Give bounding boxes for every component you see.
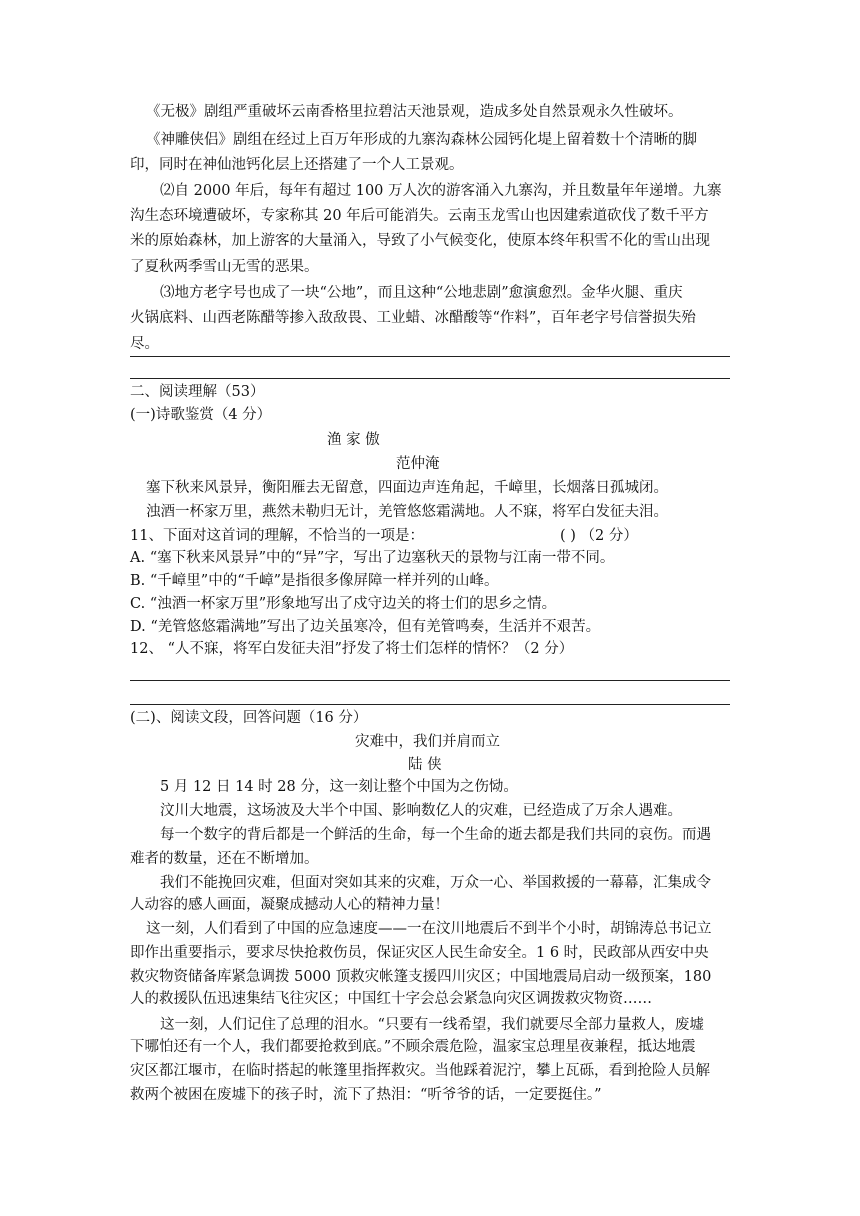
answer-rule bbox=[130, 356, 730, 357]
text-line: 尽。 bbox=[130, 336, 159, 352]
text-line: 米的原始森林，加上游客的大量涌入，导致了小气候变化，使原本终年积雪不化的雪山出现 bbox=[130, 233, 710, 249]
text-line: 汶川大地震，这场波及大半个中国、影响数亿人的灾难，已经造成了万余人遇难。 bbox=[160, 803, 682, 819]
text-line: 沟生态环境遭破坏，专家称其 20 年后可能消失。云南玉龙雪山也因建索道砍伐了数千平方 bbox=[130, 208, 709, 224]
text-line: 《神雕侠侣》剧组在经过上百万年形成的九寨沟森林公园钙化堤上留着数十个清晰的脚 bbox=[146, 132, 697, 148]
text-line: 5 月 12 日 14 时 28 分，这一刻让整个中国为之伤恸。 bbox=[160, 779, 518, 795]
text-line: 火锅底料、山西老陈醋等掺入敌敌畏、工业蜡、冰醋酸等“作料”，百年老字号信誉损失殆 bbox=[130, 310, 696, 326]
text-line: 每一个数字的背后都是一个鲜活的生命，每一个生命的逝去都是我们共同的哀伤。而遇 bbox=[160, 827, 711, 843]
option-b: B. “千嶂里”中的“千嶂”是指很多像屏障一样并列的山峰。 bbox=[130, 573, 499, 589]
text-line: 即作出重要指示，要求尽快抢救伤员，保证灾区人民生命安全。1 6 时，民政部从西安中央 bbox=[130, 945, 709, 961]
text-line: 灾区都江堰市，在临时搭起的帐篷里指挥救灾。当他踩着泥泞，攀上瓦砾，看到抢险人员解 bbox=[130, 1063, 710, 1079]
text-line: 人动容的感人画面，凝聚成撼动人心的精神力量！ bbox=[130, 897, 449, 913]
section-heading: (二)、阅读文段，回答问题（16 分） bbox=[130, 710, 368, 726]
text-line: 这一刻，人们看到了中国的应急速度——一在汶川地震后不到半个小时，胡锦涛总书记立 bbox=[146, 921, 712, 937]
answer-blank: ( ) （2 分） bbox=[560, 528, 638, 544]
text-line: ⑶地方老字号也成了一块“公地”，而且这种“公地悲剧”愈演愈烈。金华火腿、重庆 bbox=[160, 285, 683, 301]
question-11: 11、下面对这首词的理解，不恰当的一项是： bbox=[130, 528, 424, 544]
answer-rule bbox=[130, 680, 730, 681]
text-line: ⑵自 2000 年后，每年有超过 100 万人次的游客涌入九寨沟，并且数量年年递增。九寨 bbox=[160, 183, 722, 199]
text-line: 印，同时在神仙池钙化层上还搭建了一个人工景观。 bbox=[130, 157, 464, 173]
text-line: 救两个被困在废墟下的孩子时，流下了热泪：“听爷爷的话，一定要挺住。” bbox=[130, 1087, 602, 1103]
article-title: 灾难中，我们并肩而立 bbox=[355, 734, 500, 750]
option-c: C. “浊酒一杯家万里”形象地写出了戍守边关的将士们的思乡之情。 bbox=[130, 596, 557, 612]
text-line: 人的救援队伍迅速集结飞往灾区；中国红十字会总会紧急向灾区调拨救灾物资…… bbox=[130, 991, 652, 1007]
poem-author: 范仲淹 bbox=[396, 456, 440, 472]
option-d: D. “羌管悠悠霜满地”写出了边关虽寒冷，但有羌管鸣奏，生活并不艰苦。 bbox=[130, 619, 601, 635]
text-line: 下哪怕还有一个人，我们都要抢救到底。”不顾余震危险，温家宝总理星夜兼程，抵达地震 bbox=[130, 1039, 696, 1055]
answer-rule bbox=[130, 704, 730, 705]
text-line: 我们不能挽回灾难，但面对突如其来的灾难，万众一心、举国救援的一幕幕，汇集成令 bbox=[160, 875, 711, 891]
option-a: A. “塞下秋来风景异”中的“异”字，写出了边塞秋天的景物与江南一带不同。 bbox=[130, 550, 615, 566]
answer-rule bbox=[130, 378, 730, 379]
text-line: 救灾物资储备库紧急调拨 5000 顶救灾帐篷支援四川灾区；中国地震局启动一级预案，180 bbox=[130, 969, 712, 985]
poem-line: 塞下秋来风景异，衡阳雁去无留意，四面边声连角起，千嶂里，长烟落日孤城闭。 bbox=[146, 480, 668, 496]
text-line: 难者的数量，还在不断增加。 bbox=[130, 851, 319, 867]
text-line: 《无极》剧组严重破坏云南香格里拉碧沽天池景观，造成多处自然景观永久性破坏。 bbox=[146, 104, 683, 120]
section-heading: 二、阅读理解（53） bbox=[130, 384, 265, 400]
poem-line: 浊酒一杯家万里，燕然未勒归无计，羌管悠悠霜满地。人不寐，将军白发征夫泪。 bbox=[146, 504, 668, 520]
question-12: 12、 “人不寐，将军白发征夫泪”抒发了将士们怎样的情怀？（2 分） bbox=[130, 641, 574, 657]
poem-title: 渔 家 傲 bbox=[327, 432, 380, 448]
text-line: 了夏秋两季雪山无雪的恶果。 bbox=[130, 259, 319, 275]
article-author: 陆 侠 bbox=[408, 757, 442, 773]
text-line: 这一刻，人们记住了总理的泪水。“只要有一线希望，我们就要尽全部力量救人，废墟 bbox=[160, 1017, 704, 1033]
sub-heading: (一)诗歌鉴赏（4 分） bbox=[130, 407, 272, 423]
